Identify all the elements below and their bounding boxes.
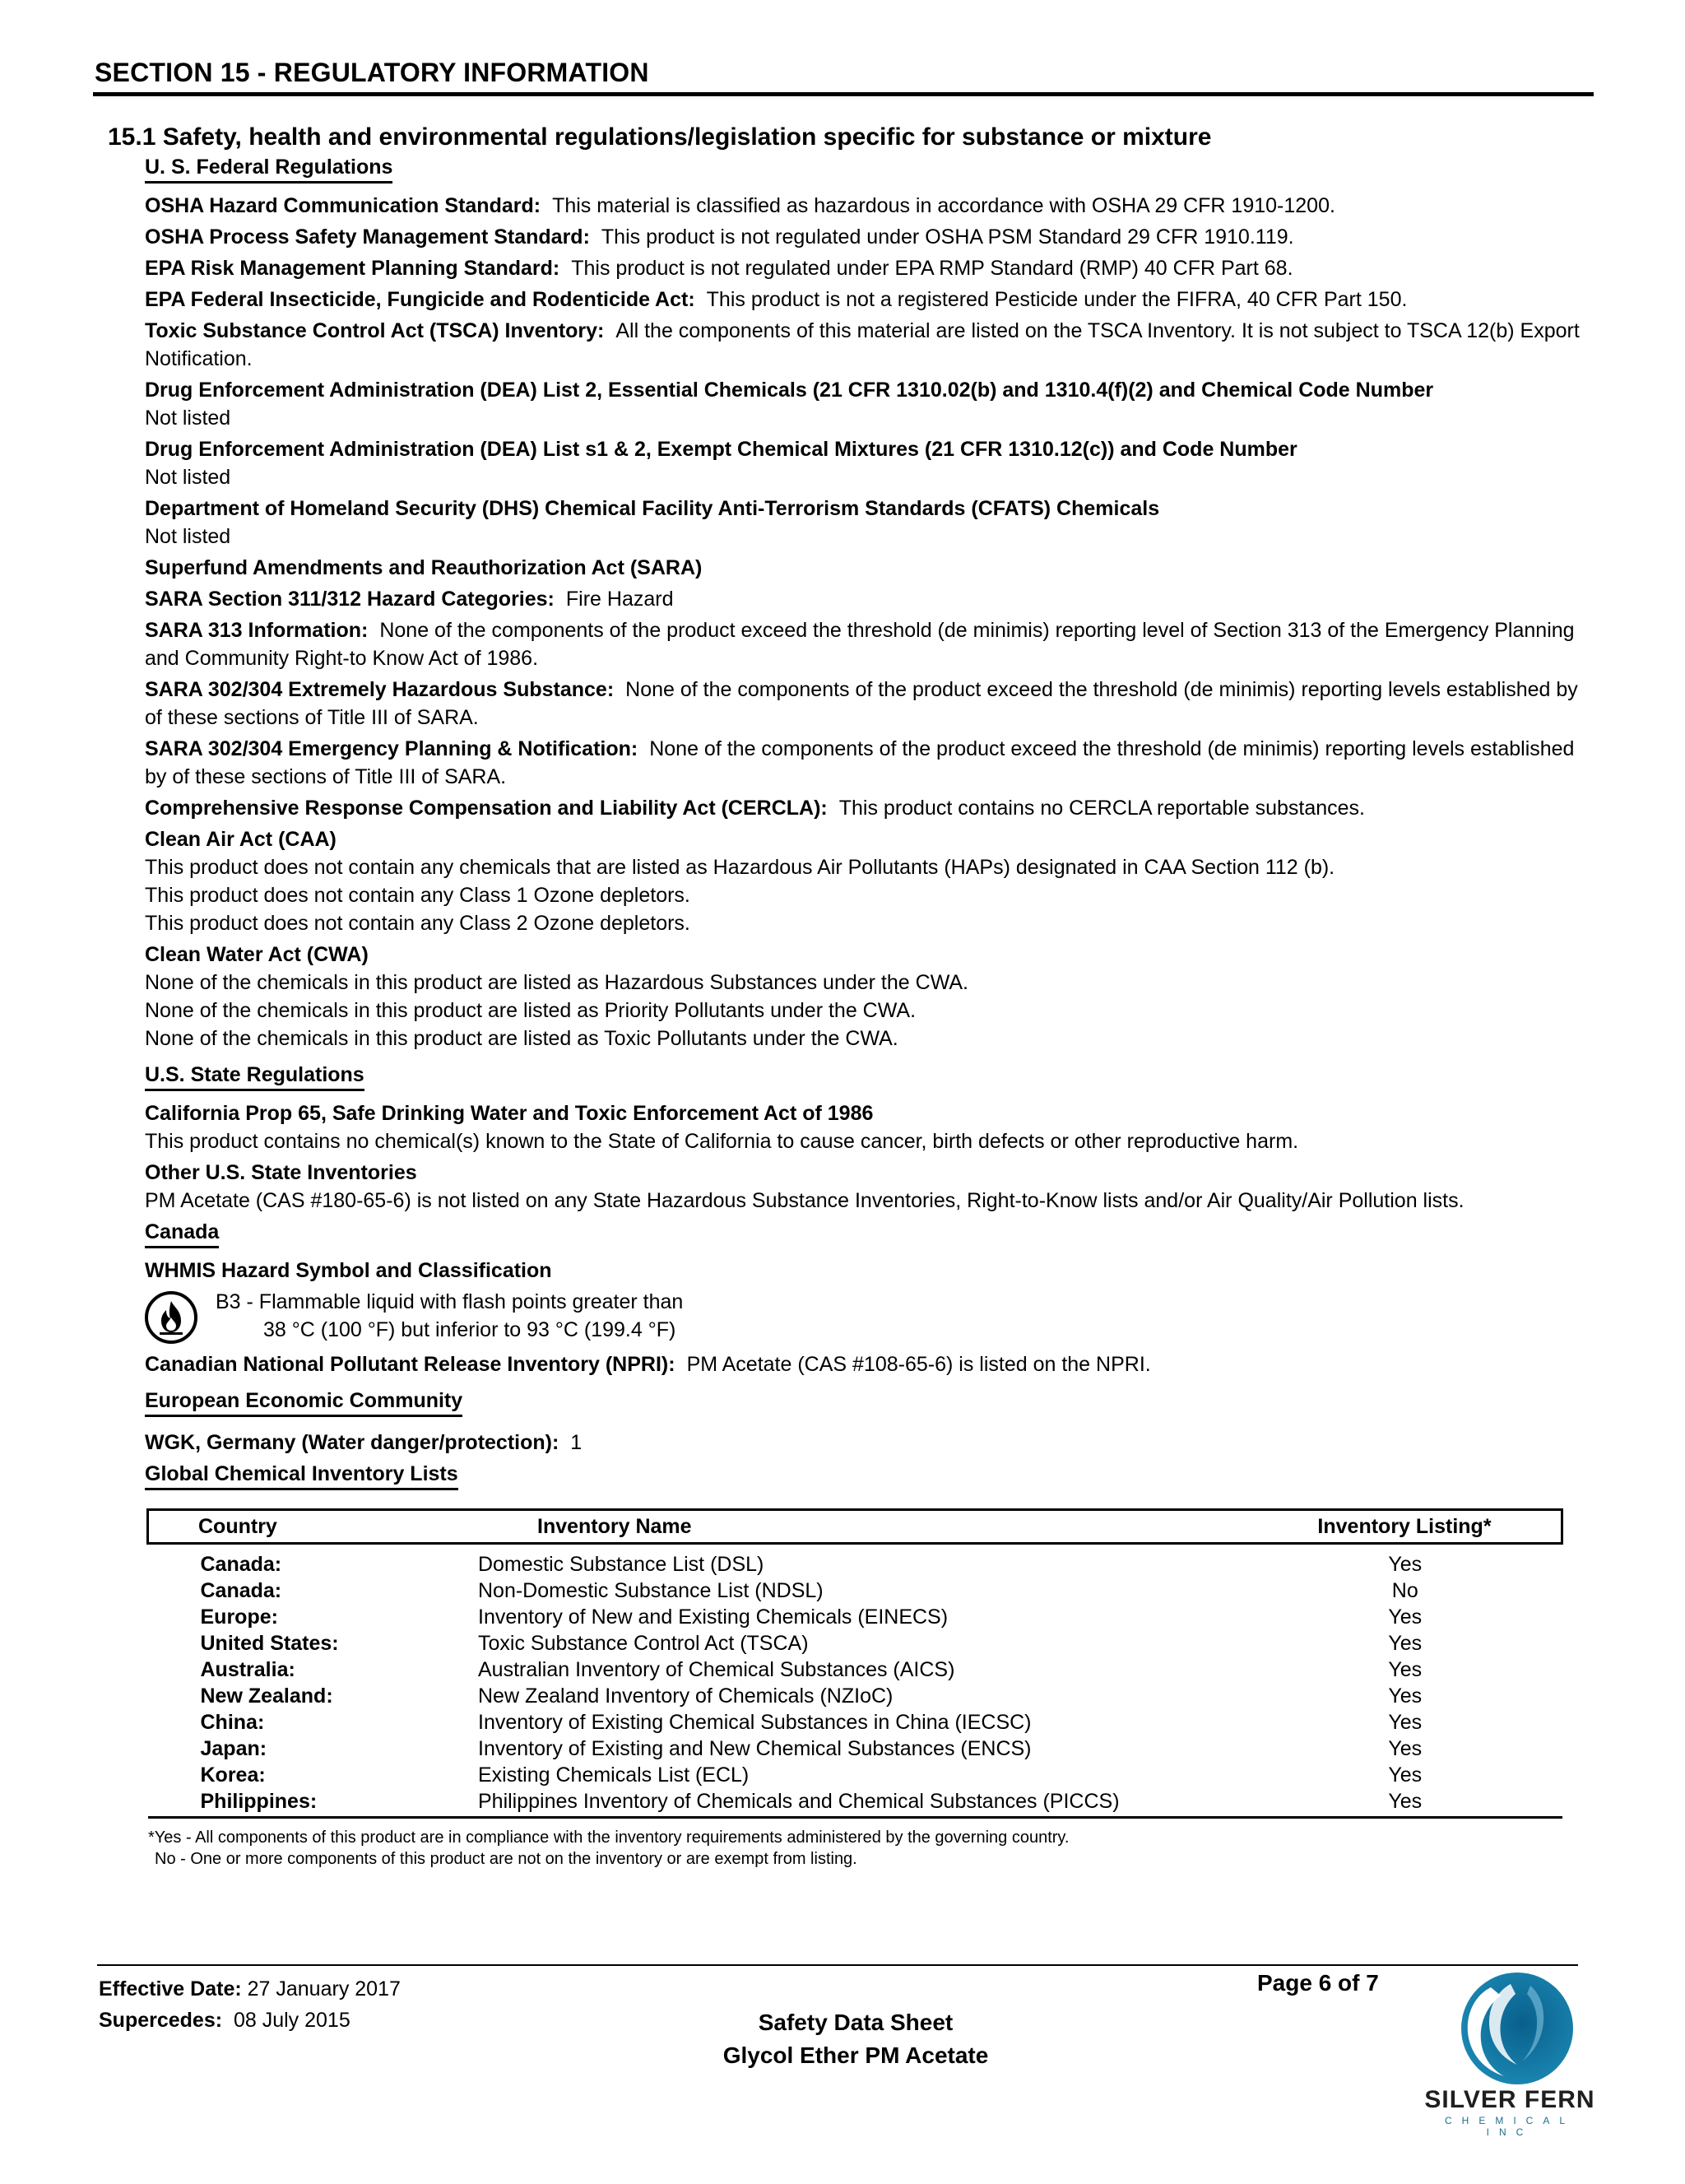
- whmis-text: [216, 1288, 683, 1344]
- table-row: [148, 1788, 1562, 1818]
- effective-date-label: Effective Date:: [99, 1977, 242, 2000]
- dhs-label: Department of Homeland Security (DHS) Chemical Facility Anti-Terrorism Standards (CFATS) Chemicals: [145, 497, 1160, 520]
- country-cell: Canada:: [200, 1553, 282, 1576]
- listing-cell: Yes: [1388, 1711, 1423, 1734]
- supercedes-date: [99, 2005, 401, 2036]
- epa-rmp-label: EPA Risk Management Planning Standard:: [145, 257, 560, 280]
- country-cell: Japan:: [200, 1737, 267, 1760]
- table-row: [148, 1683, 1562, 1709]
- sara-302-ehs-text: None of the components of the product exceed the threshold (de minimis) reporting levels established by of these sections of Title III of SARA.: [145, 678, 1578, 729]
- dea-list2-row: [145, 376, 1581, 432]
- effective-date: [99, 1973, 401, 2005]
- listing-cell: Yes: [1248, 1788, 1562, 1818]
- sara-302-ehs-label: SARA 302/304 Extremely Hazardous Substance:: [145, 678, 615, 701]
- dea-list2-label: Drug Enforcement Administration (DEA) List 2, Essential Chemicals (21 CFR 1310.02(b) and 1310.4(f)(2) and Chemical Code Number: [145, 379, 1434, 402]
- sara-302-ehs-row: [145, 676, 1581, 732]
- caa-line-1: This product does not contain any chemicals that are listed as Hazardous Air Pollutants (HAPs) designated in CAA Section 112 (b).: [145, 856, 1335, 879]
- sara-302-epn-text: None of the components of the product exceed the threshold (de minimis) reporting levels established by of these sections of Title III of SARA.: [145, 737, 1575, 788]
- wgk-text: 1: [570, 1431, 583, 1454]
- listing-cell: Yes: [1388, 1658, 1423, 1681]
- listing-cell: Yes: [1388, 1684, 1423, 1708]
- osha-hcs-label: OSHA Hazard Communication Standard:: [145, 194, 541, 217]
- country-cell: United States:: [200, 1632, 339, 1655]
- table-row: [148, 1604, 1562, 1630]
- effective-date-value: 27 January 2017: [247, 1977, 401, 2000]
- country-cell: Australia:: [200, 1658, 295, 1681]
- wgk-label: WGK, Germany (Water danger/protection):: [145, 1431, 559, 1454]
- listing-cell: Yes: [1388, 1605, 1423, 1629]
- inventory-name-cell: Australian Inventory of Chemical Substances (AICS): [478, 1658, 955, 1681]
- epa-rmp-row: [145, 254, 1581, 282]
- table-header-row: [148, 1510, 1562, 1544]
- cercla-row: [145, 794, 1581, 822]
- tsca-text: All the components of this material are listed on the TSCA Inventory. It is not subject to TSCA 12(b) Export Notification.: [145, 319, 1580, 370]
- sara-311-row: [145, 585, 1581, 613]
- column-header-inventory-listing: Inventory Listing*: [1248, 1510, 1562, 1544]
- osha-psm-row: [145, 223, 1581, 251]
- cercla-label: Comprehensive Response Compensation and Liability Act (CERCLA):: [145, 797, 828, 820]
- listing-cell: Yes: [1388, 1553, 1423, 1576]
- listing-cell: Yes: [1388, 1763, 1423, 1787]
- canada-heading: Canada: [145, 1220, 219, 1248]
- dea-exempt-text: Not listed: [145, 466, 231, 489]
- country-cell: Europe:: [200, 1605, 278, 1629]
- epa-rmp-text: This product is not regulated under EPA RMP Standard (RMP) 40 CFR Part 68.: [571, 257, 1293, 280]
- dea-exempt-label: Drug Enforcement Administration (DEA) List s1 & 2, Exempt Chemical Mixtures (21 CFR 1310.12(c)) and Code Number: [145, 438, 1297, 461]
- inventory-name-cell: Existing Chemicals List (ECL): [478, 1763, 750, 1787]
- wgk-row: [145, 1429, 1581, 1457]
- table-row: [148, 1578, 1562, 1604]
- inventory-name-cell: Inventory of New and Existing Chemicals (EINECS): [478, 1605, 949, 1629]
- table-row: [148, 1544, 1562, 1578]
- whmis-line-1: B3 - Flammable liquid with flash points greater than: [216, 1290, 684, 1313]
- logo-brand-name: SILVER FERN: [1424, 2086, 1595, 2113]
- caa-line-3: This product does not contain any Class 2 Ozone depletors.: [145, 912, 690, 935]
- column-header-inventory-name: Inventory Name: [478, 1510, 1248, 1544]
- eec-heading: European Economic Community: [145, 1388, 462, 1417]
- footer-document-title: [658, 2006, 1053, 2072]
- whmis-label: WHMIS Hazard Symbol and Classification: [145, 1259, 552, 1282]
- sara-311-label: SARA Section 311/312 Hazard Categories:: [145, 588, 555, 611]
- cwa-line-3: None of the chemicals in this product are listed as Toxic Pollutants under the CWA.: [145, 1027, 898, 1050]
- inventory-name-cell: Toxic Substance Control Act (TSCA): [478, 1632, 809, 1655]
- cercla-text: This product contains no CERCLA reportable substances.: [838, 797, 1365, 820]
- osha-hcs-text: This material is classified as hazardous in accordance with OSHA 29 CFR 1910-1200.: [552, 194, 1335, 217]
- sara-302-epn-label: SARA 302/304 Emergency Planning & Notification:: [145, 737, 638, 760]
- federal-heading: U. S. Federal Regulations: [145, 155, 392, 184]
- table-row: [148, 1762, 1562, 1788]
- country-cell: Canada:: [200, 1579, 282, 1602]
- subsection-title: 15.1 Safety, health and environmental regulations/legislation specific for substance or mixture: [108, 123, 1212, 151]
- column-header-country: Country: [148, 1510, 479, 1544]
- cwa-line-1: None of the chemicals in this product are listed as Hazardous Substances under the CWA.: [145, 971, 968, 994]
- country-cell: Philippines:: [148, 1788, 479, 1818]
- state-heading: U.S. State Regulations: [145, 1062, 364, 1091]
- footer-dates: [99, 1973, 401, 2036]
- table-row: [148, 1630, 1562, 1657]
- cwa-block: [145, 941, 1581, 1053]
- sara-313-label: SARA 313 Information:: [145, 619, 369, 642]
- supercedes-value: 08 July 2015: [233, 2009, 350, 2032]
- supercedes-label: Supercedes:: [99, 2009, 223, 2032]
- inventory-notes: [148, 1827, 1581, 1870]
- section-title: SECTION 15 - REGULATORY INFORMATION: [95, 58, 649, 87]
- note-no: No - One or more components of this product are not on the inventory or are exempt from listing.: [155, 1850, 857, 1868]
- caa-label: Clean Air Act (CAA): [145, 828, 337, 851]
- other-state-block: [145, 1159, 1581, 1215]
- country-cell: Korea:: [200, 1763, 266, 1787]
- epa-fifra-text: This product is not a registered Pesticide under the FIFRA, 40 CFR Part 150.: [706, 288, 1408, 311]
- epa-fifra-label: EPA Federal Insecticide, Fungicide and Rodenticide Act:: [145, 288, 695, 311]
- footer-divider: [97, 1964, 1578, 1966]
- country-cell: China:: [200, 1711, 265, 1734]
- tsca-row: [145, 317, 1581, 373]
- country-cell: New Zealand:: [200, 1684, 333, 1708]
- prop65-text: This product contains no chemical(s) known to the State of California to cause cancer, birth defects or other reproductive harm.: [145, 1130, 1299, 1153]
- inventory-name-cell: Inventory of Existing and New Chemical Substances (ENCS): [478, 1737, 1032, 1760]
- other-state-label: Other U.S. State Inventories: [145, 1161, 417, 1184]
- npri-row: [145, 1350, 1581, 1378]
- dhs-row: [145, 495, 1581, 551]
- whmis-classification: [145, 1288, 1581, 1344]
- product-name: Glycol Ether PM Acetate: [722, 2042, 989, 2068]
- dea-list2-text: Not listed: [145, 407, 231, 430]
- table-row: [148, 1657, 1562, 1683]
- sara-heading: Superfund Amendments and Reauthorization Act (SARA): [145, 556, 703, 579]
- caa-line-2: This product does not contain any Class 1 Ozone depletors.: [145, 884, 690, 907]
- sara-311-text: Fire Hazard: [565, 588, 674, 611]
- document-title: Safety Data Sheet: [758, 2010, 954, 2035]
- cwa-line-2: None of the chemicals in this product are listed as Priority Pollutants under the CWA.: [145, 999, 917, 1022]
- inventory-name-cell: Domestic Substance List (DSL): [478, 1553, 764, 1576]
- inventory-name-cell: Inventory of Existing Chemical Substances in China (IECSC): [478, 1711, 1032, 1734]
- section-divider: [93, 92, 1594, 96]
- cwa-label: Clean Water Act (CWA): [145, 943, 369, 966]
- dea-exempt-row: [145, 435, 1581, 491]
- inventory-name-cell: Philippines Inventory of Chemicals and Chemical Substances (PICCS): [478, 1788, 1248, 1818]
- caa-block: [145, 825, 1581, 937]
- listing-cell: Yes: [1388, 1737, 1423, 1760]
- inventory-table: [146, 1508, 1563, 1819]
- table-row: [148, 1736, 1562, 1762]
- prop65-label: California Prop 65, Safe Drinking Water and Toxic Enforcement Act of 1986: [145, 1102, 874, 1125]
- inventory-name-cell: New Zealand Inventory of Chemicals (NZIoC): [478, 1684, 894, 1708]
- dhs-text: Not listed: [145, 525, 231, 548]
- global-heading: Global Chemical Inventory Lists: [145, 1461, 458, 1490]
- listing-cell: Yes: [1388, 1632, 1423, 1655]
- tsca-label: Toxic Substance Control Act (TSCA) Inventory:: [145, 319, 605, 342]
- osha-hcs-row: [145, 192, 1581, 220]
- inventory-name-cell: Non-Domestic Substance List (NDSL): [478, 1579, 824, 1602]
- prop65-block: [145, 1099, 1581, 1155]
- page-number: Page 6 of 7: [1257, 1970, 1379, 1996]
- whmis-line-2: 38 °C (100 °F) but inferior to 93 °C (199.4 °F): [263, 1318, 676, 1341]
- npri-label: Canadian National Pollutant Release Inventory (NPRI):: [145, 1353, 675, 1376]
- flammable-flame-icon: [145, 1291, 197, 1344]
- sara-302-epn-row: [145, 735, 1581, 791]
- sara-313-row: [145, 616, 1581, 672]
- sara-313-text: None of the components of the product exceed the threshold (de minimis) reporting level of Section 313 of the Emergency Planning and Community Right-to Know Act of 1986.: [145, 619, 1575, 670]
- npri-text: PM Acetate (CAS #108-65-6) is listed on the NPRI.: [686, 1353, 1151, 1376]
- regulatory-content: [145, 153, 1581, 1870]
- osha-psm-label: OSHA Process Safety Management Standard:: [145, 225, 590, 249]
- other-state-text: PM Acetate (CAS #180-65-6) is not listed on any State Hazardous Substance Inventories, Right-to-Know lists and/or Air Quality/Air Pollution lists.: [145, 1189, 1465, 1212]
- note-yes: *Yes - All components of this product are in compliance with the inventory requirements administered by the governing country.: [148, 1829, 1070, 1847]
- osha-psm-text: This product is not regulated under OSHA PSM Standard 29 CFR 1910.119.: [601, 225, 1294, 249]
- epa-fifra-row: [145, 286, 1581, 314]
- logo-brand-subtitle: CHEMICAL INC: [1444, 2115, 1575, 2138]
- table-row: [148, 1709, 1562, 1736]
- listing-cell: No: [1391, 1579, 1418, 1602]
